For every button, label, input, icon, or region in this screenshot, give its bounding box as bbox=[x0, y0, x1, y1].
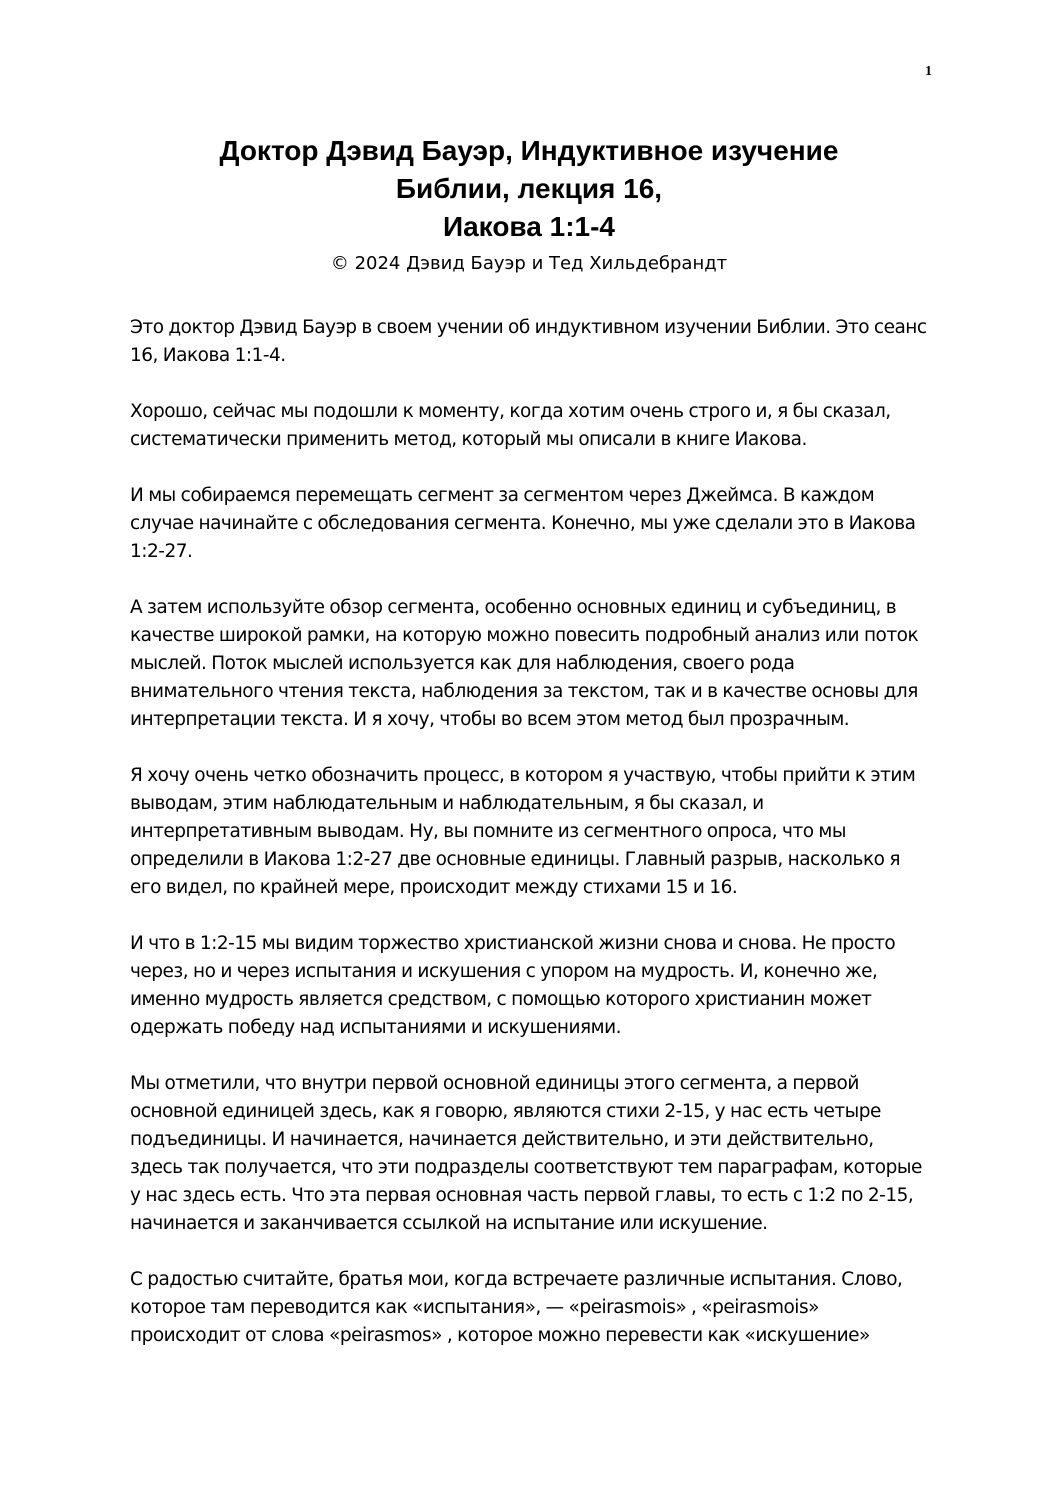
paragraph: Это доктор Дэвид Бауэр в своем учении об индуктивном изучении Библии. Это сеанс 16, Иакова 1:1-4. bbox=[130, 317, 927, 366]
paragraph: И что в 1:2-15 мы видим торжество христианской жизни снова и снова. Не просто через, но и через испытания и искушения с упором на мудрость. И, конечно же, именно мудрость является средством, с помощью которого христианин может одержать победу над испытаниями и искушениями. bbox=[130, 933, 896, 1038]
body-text bbox=[130, 314, 930, 1378]
title-block bbox=[130, 132, 928, 278]
paragraph: И мы собираемся перемещать сегмент за сегментом через Джеймса. В каждом случае начинайте с обследования сегмента. Конечно, мы уже сделали это в Иакова 1:2-27. bbox=[130, 485, 916, 562]
copyright-line: © 2024 Дэвид Бауэр и Тед Хильдебрандт bbox=[330, 253, 728, 274]
title-line-2: Библии, лекция 16, bbox=[395, 173, 663, 204]
paragraph: Хорошо, сейчас мы подошли к моменту, когда хотим очень строго и, я бы сказал, систематически применить метод, который мы описали в книге Иакова. bbox=[130, 401, 891, 450]
paragraph: Я хочу очень четко обозначить процесс, в котором я участвую, чтобы прийти к этим выводам, этим наблюдательным и наблюдательным, я бы сказал, и интерпретативным выводам. Ну, вы помните из сегментного опроса, что мы определили в Иакова 1:2-27 две основные единицы. Главный разрыв, насколько я его видел, по крайней мере, происходит между стихами 15 и 16. bbox=[130, 765, 916, 898]
title-line-3: Иакова 1:1-4 bbox=[442, 211, 615, 242]
paragraph: А затем используйте обзор сегмента, особенно основных единиц и субъединиц, в качестве широкой рамки, на которую можно повесить подробный анализ или поток мыслей. Поток мыслей используется как для наблюдения, своего рода внимательного чтения текста, наблюдения за текстом, так и в качестве основы для интерпретации текста. И я хочу, чтобы во всем этом метод был прозрачным. bbox=[130, 597, 919, 730]
title-line-1: Доктор Дэвид Бауэр, Индуктивное изучение bbox=[219, 135, 839, 166]
paragraph: Мы отметили, что внутри первой основной единицы этого сегмента, а первой основной единицей здесь, как я говорю, являются стихи 2-15, у нас есть четыре подъединицы. И начинается, начинается действительно, и эти действительно, здесь так получается, что эти подразделы соответствуют тем параграфам, которые у нас здесь есть. Что эта первая основная часть первой главы, то есть с 1:2 по 2-15, начинается и заканчивается ссылкой на испытание или искушение. bbox=[130, 1073, 922, 1234]
paragraph: С радостью считайте, братья мои, когда встречаете различные испытания. Слово, которое там переводится как «испытания», — «peirasmois» , «peirasmois» происходит от слова «peirasmos» , которое можно перевести как «искушение» bbox=[130, 1269, 903, 1346]
page-number: 1 bbox=[925, 64, 932, 79]
